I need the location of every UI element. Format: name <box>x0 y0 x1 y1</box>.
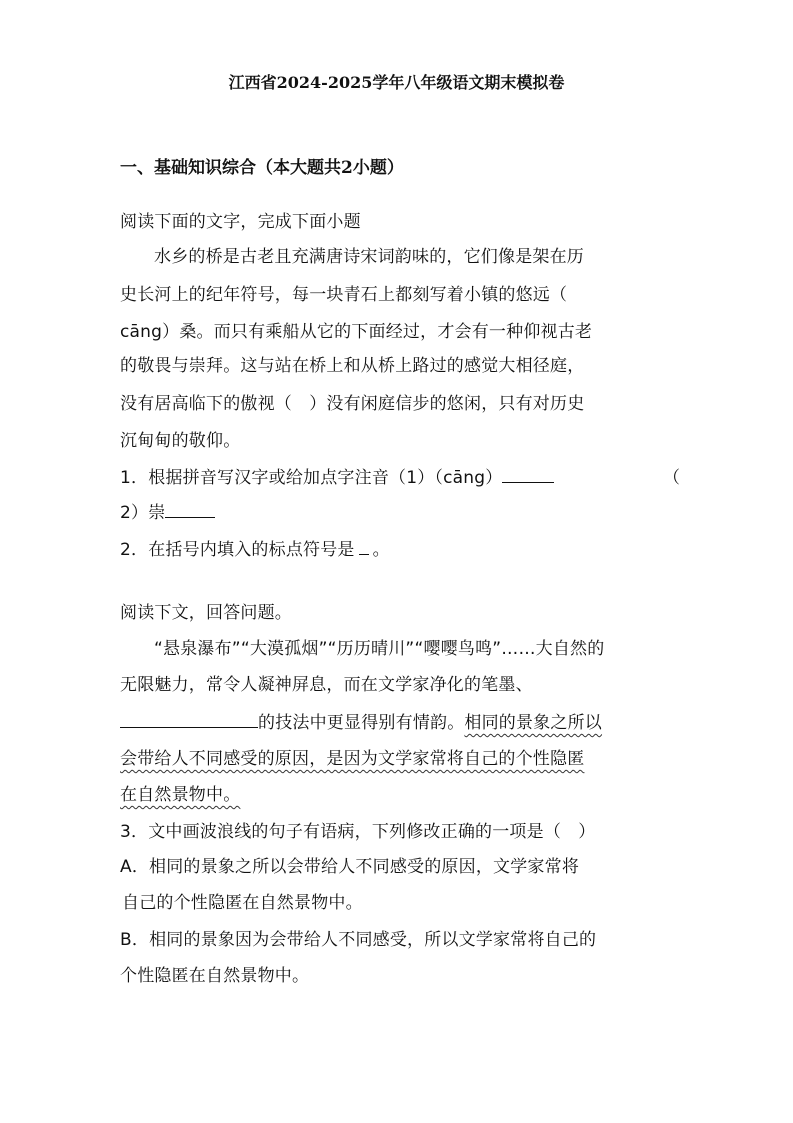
wavy-underlined-sentence: 在自然景物中。 <box>120 785 241 805</box>
answer-blank-2[interactable] <box>165 501 215 518</box>
passage2-line: 无限魅力，常令人凝神屏息，而在文学家净化的笔墨、 <box>120 675 533 695</box>
option-b: B．相同的景象因为会带给人不同感受，所以文学家常将自己的 <box>120 930 597 950</box>
question-2-end: 。 <box>372 540 390 560</box>
wavy-underlined-sentence: 相同的景象之所以 <box>464 713 603 733</box>
answer-blank-1[interactable] <box>502 466 554 483</box>
option-a-cont: 自己的个性隐匿在自然景物中。 <box>122 893 363 913</box>
question-3: 3．文中画波浪线的句子有语病，下列修改正确的一项是（ ） <box>120 822 596 842</box>
passage2-line-3 <box>120 708 602 733</box>
question-2-text: 2．在括号内填入的标点符号是 <box>120 540 355 560</box>
passage-line: 史长河上的纪年符号，每一块青石上都刻写着小镇的悠远（ <box>120 285 568 305</box>
passage-line: 没有居高临下的傲视（ ）没有闲庭信步的悠闲，只有对历史 <box>120 394 585 414</box>
question-1-paren: （ <box>663 468 681 488</box>
passage-line: 沉甸甸的敬仰。 <box>120 431 241 451</box>
document-title: 江西省2024-2025学年八年级语文期末模拟卷 <box>228 73 565 92</box>
passage-line: cāng）桑。而只有乘船从它的下面经过，才会有一种仰视古老 <box>120 322 593 342</box>
section-heading: 一、基础知识综合（本大题共2小题） <box>120 158 404 178</box>
section1-intro: 阅读下面的文字，完成下面小题 <box>120 212 361 232</box>
answer-blank-3[interactable] <box>359 538 369 555</box>
question-1 <box>120 463 554 488</box>
passage2-line: “悬泉瀑布”“大漠孤烟”“历历晴川”“嘤嘤鸟鸣”……大自然的 <box>154 639 605 659</box>
question-2 <box>120 535 390 560</box>
wavy-underlined-sentence: 会带给人不同感受的原因，是因为文学家常将自己的个性隐匿 <box>120 749 585 769</box>
question-1-text: 1．根据拼音写汉字或给加点字注音（1）（cāng） <box>120 468 503 488</box>
section2-intro: 阅读下文，回答问题。 <box>120 603 292 623</box>
option-a: A．相同的景象之所以会带给人不同感受的原因，文学家常将 <box>120 857 580 877</box>
answer-blank-4[interactable] <box>120 711 258 728</box>
passage-line: 的敬畏与崇拜。这与站在桥上和从桥上路过的感觉大相径庭， <box>120 356 585 376</box>
option-b-cont: 个性隐匿在自然景物中。 <box>120 966 310 986</box>
question-1-part2-text: 2）崇 <box>120 503 166 523</box>
question-1-part2 <box>120 498 215 523</box>
passage-line: 水乡的桥是古老且充满唐诗宋词韵味的，它们像是架在历 <box>154 247 584 267</box>
passage2-line-3-text: 的技法中更显得别有情韵。 <box>258 713 465 733</box>
